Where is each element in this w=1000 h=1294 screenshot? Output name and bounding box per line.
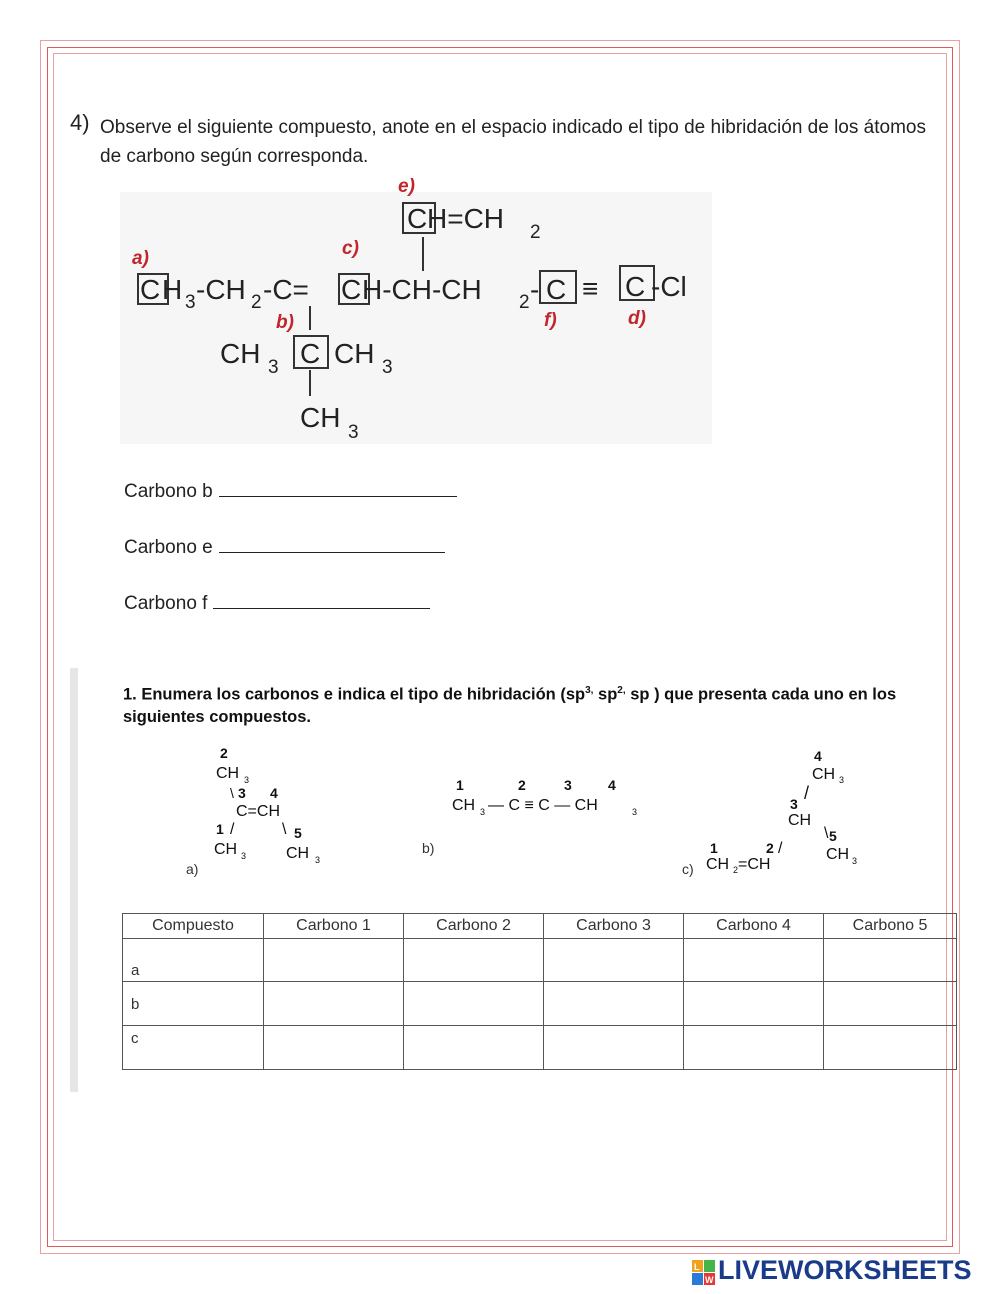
carbon-number: 5 [829,828,837,844]
header-compuesto: Compuesto [123,914,264,939]
compound-c-diagram [678,745,878,880]
chlorine: -Cl [651,271,687,302]
label-f: f) [544,310,557,331]
subscript: 3 [348,422,359,443]
chain-text: - [530,274,540,305]
exercise-title: 1. Enumera los carbonos e indica el tipo de hibridación ($sp^{3,}$ $sp^{2,}$ sp ) que presenta cada uno en los siguientes compuestos. [123,685,897,726]
structure-diagram-4 [96,170,712,450]
methyl-group: CH [286,845,310,862]
ch-group: CH [788,812,812,829]
hybridization-table [122,913,957,1070]
subscript: 3 [185,292,196,313]
carbon-number: 2 [766,840,774,856]
methyl-group: CH [216,765,240,782]
row-label: c [123,1026,264,1070]
subscript: 3 [382,357,393,378]
carbon-number: 2 [220,745,228,761]
carbon-number: 1 [456,777,464,793]
answer-carbono-e [124,534,445,559]
answer-label: Carbono b [124,481,213,502]
compound-c-label: c) [682,861,694,877]
row-label: b [123,982,264,1026]
label-e: e) [398,176,415,197]
triple-bond-chain: — C ≡ C — CH [488,797,598,814]
subscript: 2 [519,292,530,313]
subscript: 2 [530,222,541,243]
answer-cell[interactable] [264,939,404,982]
table-header-row [123,914,957,939]
carbon-number: 4 [608,777,616,793]
answer-label: Carbono f [124,593,208,614]
answer-cell[interactable] [824,982,957,1026]
carbon-b: C [300,338,321,369]
methyl-group: CH [812,766,836,783]
bond-line: \ [282,821,287,838]
subscript: 3 [241,851,247,861]
chain-text: -CH [196,274,246,305]
double-bond-group: =CH [738,856,771,873]
header-carbono-3: Carbono 3 [544,914,684,939]
answer-cell[interactable] [824,1026,957,1070]
bond-line: / [804,783,810,803]
carbon-f: C [546,274,567,305]
label-d: d) [628,308,646,329]
methyl-group: CH [214,841,238,858]
svg-text:L: L [694,1262,700,1272]
header-carbono-5: Carbono 5 [824,914,957,939]
label-c: c) [342,238,359,259]
answer-blank-e[interactable] [219,534,445,553]
table-row [123,939,957,982]
subscript: 2 [733,865,739,875]
subscript: 3 [268,357,279,378]
methylene-group: CH [706,856,730,873]
header-carbono-2: Carbono 2 [404,914,544,939]
compound-a-diagram [180,742,340,882]
subscript: 3 [852,856,858,866]
carbon-a: C [140,274,161,305]
svg-text:W: W [705,1275,714,1285]
carbon-number: 1 [216,821,224,837]
answer-cell[interactable] [684,982,824,1026]
carbon-number: 4 [270,785,278,801]
section-divider [70,668,78,1092]
subscript: 3 [839,775,845,785]
liveworksheets-logo-icon [692,1258,716,1288]
answer-cell[interactable] [544,939,684,982]
carbon-number: 3 [238,785,246,801]
header-carbono-4: Carbono 4 [684,914,824,939]
carbon-number: 5 [294,825,302,841]
carbon-d: C [625,271,646,302]
methyl-lower: CH [300,402,341,433]
bond-line: \ [824,825,829,842]
subscript: 3 [244,775,250,785]
answer-cell[interactable] [404,1026,544,1070]
label-a: a) [132,248,149,269]
chain-text: H [162,274,183,305]
bond-line: \ [230,785,234,801]
methyl-group: CH [452,797,476,814]
compound-b-diagram [418,774,658,860]
answer-cell[interactable] [684,939,824,982]
answer-cell[interactable] [684,1026,824,1070]
carbon-number: 3 [564,777,572,793]
answer-cell[interactable] [404,939,544,982]
carbon-number: 3 [790,796,798,812]
subscript: 3 [315,855,321,865]
subscript: 3 [632,807,638,817]
bond-line: / [778,840,783,857]
carbon-number: 2 [518,777,526,793]
answer-label: Carbono e [124,537,213,558]
methyl-group: CH [826,846,850,863]
methyl-right: CH [334,338,375,369]
subscript: 2 [251,292,262,313]
label-b: b) [276,312,294,333]
row-label: a [123,939,264,982]
table-row [123,1026,957,1070]
answer-blank-b[interactable] [219,478,457,497]
answer-carbono-b [124,478,457,503]
answer-carbono-f [124,590,430,615]
question-text: Observe el siguiente compuesto, anote en el espacio indicado el tipo de hibridación de los átomos de carbono según corresponda. [100,117,926,167]
carbon-c: C [341,274,362,305]
answer-cell[interactable] [824,939,957,982]
carbon-e: C [407,203,428,234]
answer-cell[interactable] [544,982,684,1026]
question-number: 4) [70,110,90,135]
subscript: 3 [480,807,486,817]
double-bond-group: C=CH [236,803,281,820]
bond-line: / [230,821,235,838]
chain-text: -C= [263,274,309,305]
carbon-number: 4 [814,748,822,764]
header-carbono-1: Carbono 1 [264,914,404,939]
carbon-number: 1 [710,840,718,856]
answer-cell[interactable] [544,1026,684,1070]
methyl-left: CH [220,338,261,369]
compound-a-label: a) [186,861,199,877]
answer-blank-f[interactable] [213,590,430,609]
chain-text: H-CH-CH [362,274,482,305]
answer-cell[interactable] [404,982,544,1026]
table-row [123,982,957,1026]
compound-b-label: b) [422,840,435,856]
answer-cell[interactable] [264,1026,404,1070]
brand-name[interactable]: LIVEWORKSHEETS [718,1255,972,1285]
vinyl-group: H=CH [427,203,505,234]
answer-cell[interactable] [264,982,404,1026]
triple-bond: ≡ [582,273,599,304]
